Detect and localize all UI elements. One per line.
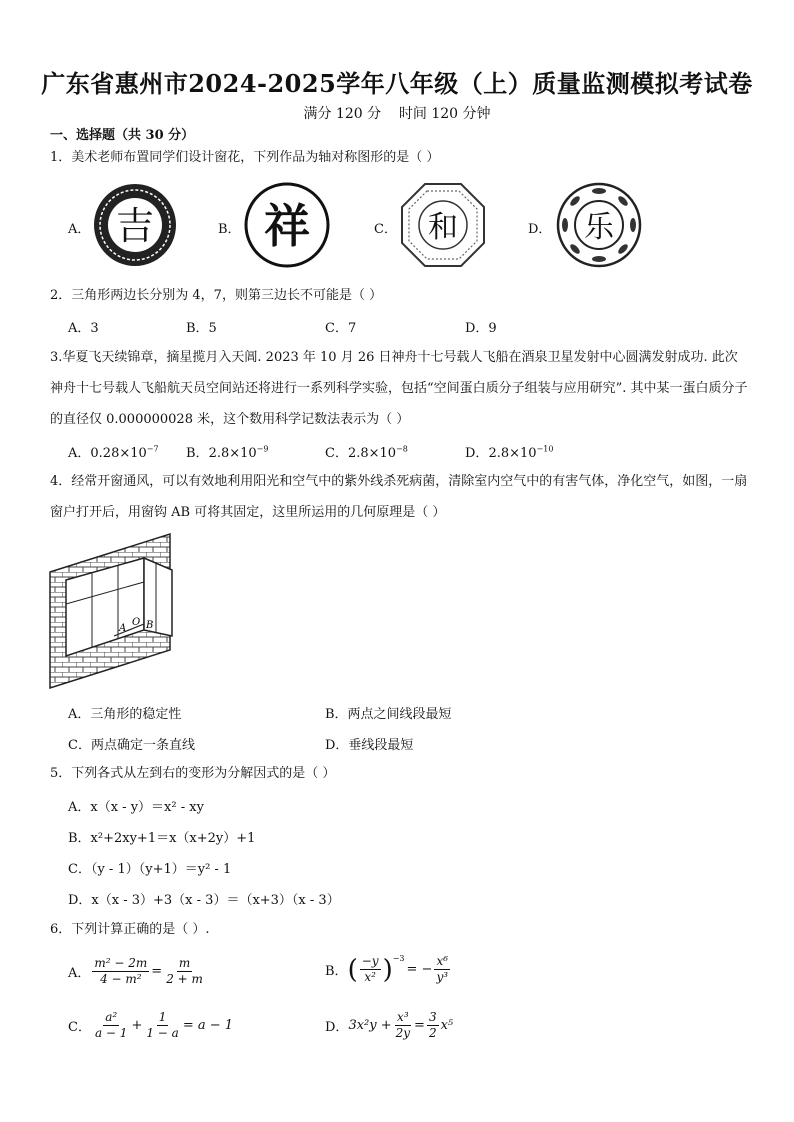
q2-option-d: D．9: [465, 321, 497, 336]
q4-option-c: C．两点确定一条直线: [68, 738, 195, 753]
q1-option-a-image: [92, 182, 178, 268]
q1-char-d: 乐: [584, 210, 614, 245]
q1-option-b-label: B．: [218, 222, 241, 237]
exam-title: 广东省惠州市2024-2025学年八年级（上）质量监测模拟考试卷: [41, 69, 753, 98]
q5-option-b: B．x²+2xy+1＝x（x+2y）+1: [68, 831, 256, 846]
q4-window-figure: [48, 532, 174, 690]
q1-option-b-image: [244, 182, 330, 268]
question-2-text: 2．三角形两边长分别为 4，7，则第三边长不可能是（ ）: [50, 288, 383, 303]
q5-option-c: C．（y - 1）（y+1）＝y² - 1: [68, 862, 232, 877]
q4-point-b: B: [146, 620, 154, 631]
q5-option-d: D．x（x - 3）+3（x - 3）＝（x+3）（x - 3）: [68, 893, 340, 908]
question-6-text: 6．下列计算正确的是（ ）.: [50, 922, 210, 937]
q5-option-a: A．x（x - y）＝x² - xy: [68, 800, 204, 815]
q1-option-c-label: C．: [374, 222, 397, 237]
q4-option-b: B．两点之间线段最短: [325, 707, 452, 722]
q1-char-c: 和: [428, 210, 458, 245]
q1-option-a-label: A．: [68, 222, 91, 237]
q4-point-a: A: [119, 623, 127, 634]
q2-option-a: A．3: [68, 321, 99, 336]
q6-option-c: C． $\frac{\text{a²}}{a - 1}$ + $\frac{1}{1 - a}$ = a − 1: [68, 1010, 234, 1040]
q2-option-b: B．5: [186, 321, 217, 336]
question-3-text: 3.华夏飞天续锦章，摘星揽月入天阊. 2023 年 10 月 26 日神舟十七号载人飞船在酒泉卫星发射中心圆满发射成功. 此次神舟十七号载人飞船航天员空间站还将进行一系列科学实验，包括“空间蛋白质分子组装与应用研究”. 其中某一蛋白质分子的直径仅 0.000000028 米，这个数用科学记数法表示为（ ）: [50, 350, 748, 427]
q1-char-a: 吉: [115, 204, 155, 248]
q3-option-d: D．$2.8\times 10^{-10}$: [465, 444, 554, 461]
q3-option-c: C．$2.8\times 10^{-8}$: [325, 444, 408, 461]
q6-option-a: A． $\frac{\text{m² − 2m}}{\text{4 − m²}}$ = $\frac{m}{2 + m}$: [68, 956, 203, 986]
q1-option-d-image: [556, 182, 642, 268]
q4-option-d: D．垂线段最短: [325, 738, 414, 753]
q2-option-c: C．7: [325, 321, 357, 336]
question-1-text: 1．美术老师布置同学们设计窗花，下列作品为轴对称图形的是（ ）: [50, 150, 440, 165]
q3-option-a: A．$0.28\times 10^{-7}$: [68, 444, 159, 461]
q6-option-d: D． 3x²y + $\frac{\text{x³}}{2y}$ = $\frac{3}{2}$ x⁵: [325, 1010, 454, 1040]
q1-option-d-label: D．: [528, 222, 552, 237]
q1-char-b: 祥: [264, 199, 310, 253]
q3-option-b: B．$2.8\times 10^{-9}$: [186, 444, 269, 461]
question-4-text: 4．经常开窗通风，可以有效地利用阳光和空气中的紫外线杀死病菌，清除室内空气中的有害气体，净化空气，如图，一扇窗户打开后，用窗钩 AB 可将其固定，这里所运用的几何原理是（ ）: [50, 474, 748, 520]
q4-option-a: A．三角形的稳定性: [68, 707, 182, 722]
section-title: 一、选择题（共 30 分）: [50, 128, 195, 143]
question-5-text: 5．下列各式从左到右的变形为分解因式的是（ ）: [50, 766, 336, 781]
q6-option-b: B． ( $\frac{-y}{\text{x²}}$ ) $^{-3}$ = − $\frac{\text{x⁶}}{\text{y³}}$: [325, 954, 449, 985]
q4-point-o: O: [132, 617, 141, 628]
exam-subtitle: 满分 120 分 时间 120 分钟: [303, 106, 491, 122]
q1-option-c-image: [400, 182, 486, 268]
